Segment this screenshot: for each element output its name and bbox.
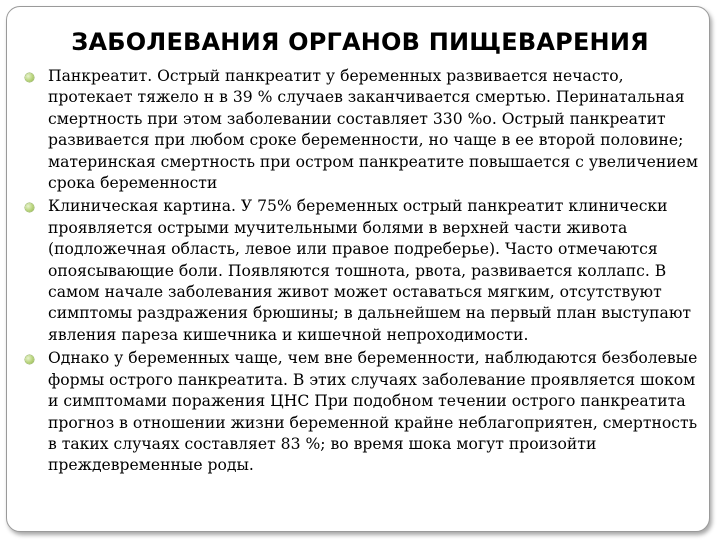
bullet-text: Однако у беременных чаще, чем вне беременности, наблюдаются безболевые формы острого панкреатита. В этих случаях заболевание проявляется шоком и симптомами поражения ЦНС При подобном течении острого панкреатита прогноз в отношении жизни беременной крайне неблагоприятен, смертность в таких случаях составляет 83 %; во время шока могут произойти преждевременные роды. — [48, 349, 698, 475]
bullet-text: Клиническая картина. У 75% беременных острый панкреатит клинически проявляется острыми мучительными болями в верхней части живота (подложечная область, левое или правое подреберье). Часто отмечаются опоясывающие боли. Появляются тошнота, рвота, развивается коллапс. В самом начале заболевания живот может оставаться мягким, отсутствуют симптомы раздражения брюшины; в дальнейшем на первый план выступают явления пареза кишечника и кишечной непроходимости. — [48, 197, 692, 344]
bullet-dot-icon — [25, 203, 34, 212]
bullet-item-pancreatitis — [22, 66, 708, 194]
bullet-text: Панкреатит. Острый панкреатит у беременных развивается нечасто, протекает тяжело н в 39 % случаев заканчивается смертью. Перинатальная смертность при этом заболевании составляет 330 %о. Острый панкреатит развивается при любом сроке беременности, но чаще в ее второй половине; материнская смертность при остром панкреатите повышается с увеличением срока беременности — [48, 67, 699, 193]
bullet-item-clinical-picture — [22, 196, 708, 346]
bullet-list — [22, 66, 708, 479]
bullet-dot-icon — [25, 355, 34, 364]
bullet-dot-icon — [25, 73, 34, 82]
bullet-item-painless-forms — [22, 348, 708, 476]
slide-title: ЗАБОЛЕВАНИЯ ОРГАНОВ ПИЩЕВАРЕНИЯ — [71, 28, 649, 56]
